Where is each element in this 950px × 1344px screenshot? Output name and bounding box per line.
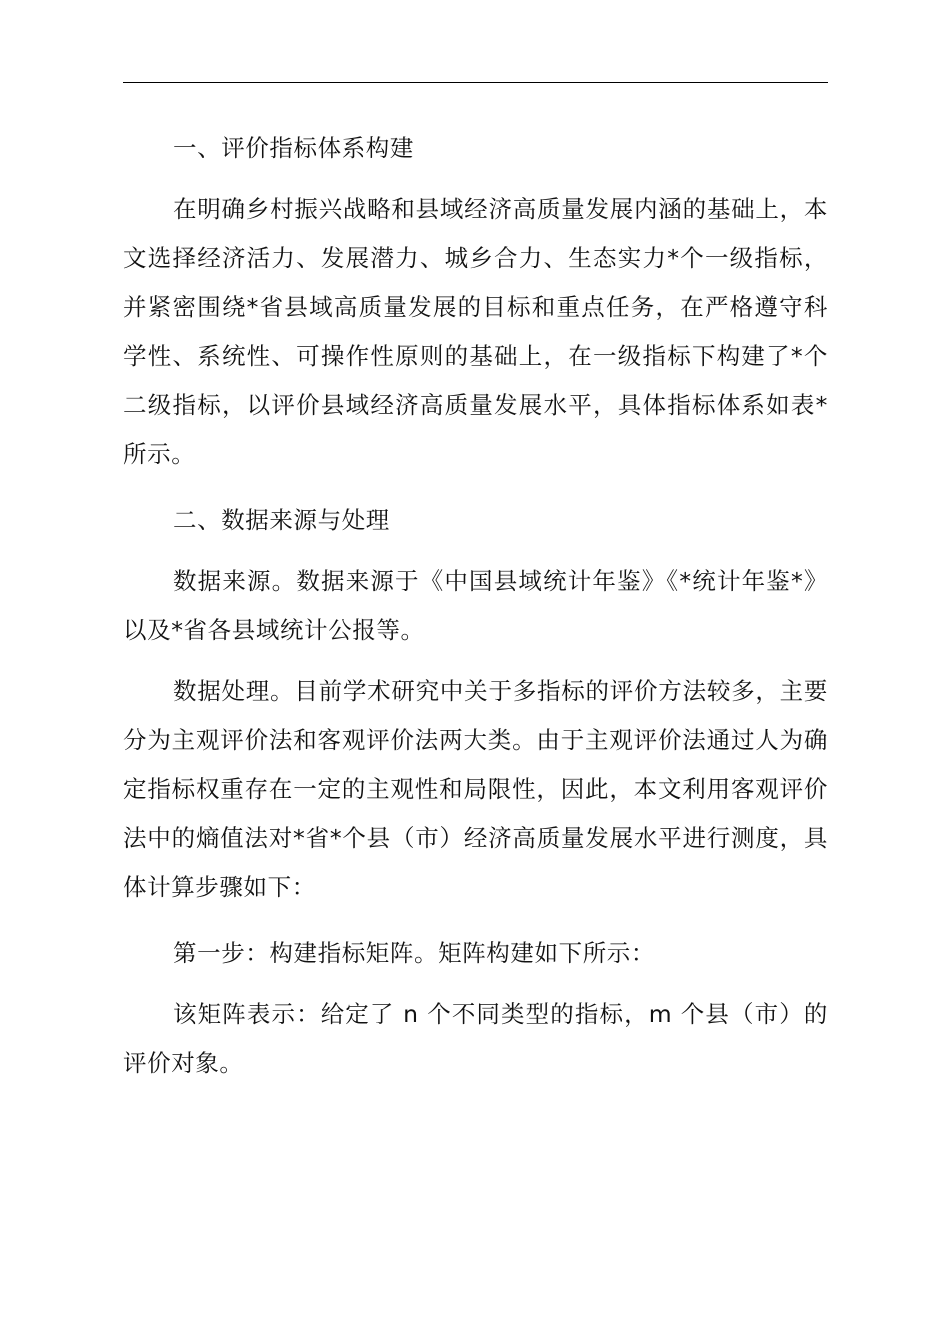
section-heading-1: 一、评价指标体系构建	[173, 134, 414, 162]
document-body	[123, 124, 828, 1100]
paragraph-data-processing: 数据处理。目前学术研究中关于多指标的评价方法较多，主要分为主观评价法和客观评价法两大类。由于主观评价法通过人为确定指标权重存在一定的主观性和局限性，因此，本文利用客观评价法中的熵值法对*省*个县（市）经济高质量发展水平进行测度，具体计算步骤如下：	[123, 677, 828, 901]
paragraph-step-one: 第一步：构建指标矩阵。矩阵构建如下所示：	[173, 939, 655, 967]
section-heading-2: 二、数据来源与处理	[173, 506, 390, 534]
header-rule	[123, 82, 828, 83]
paragraph-indicator-system: 在明确乡村振兴战略和县域经济高质量发展内涵的基础上，本文选择经济活力、发展潜力、城乡合力、生态实力*个一级指标，并紧密围绕*省县域高质量发展的目标和重点任务，在严格遵守科学性、系统性、可操作性原则的基础上，在一级指标下构建了*个二级指标，以评价县域经济高质量发展水平，具体指标体系如表*所示。	[123, 195, 828, 468]
paragraph-data-source: 数据来源。数据来源于《中国县域统计年鉴》《*统计年鉴*》以及*省各县域统计公报等。	[123, 567, 828, 644]
paragraph-matrix-description: 该矩阵表示：给定了 n 个不同类型的指标，m 个县（市）的评价对象。	[123, 1000, 828, 1077]
